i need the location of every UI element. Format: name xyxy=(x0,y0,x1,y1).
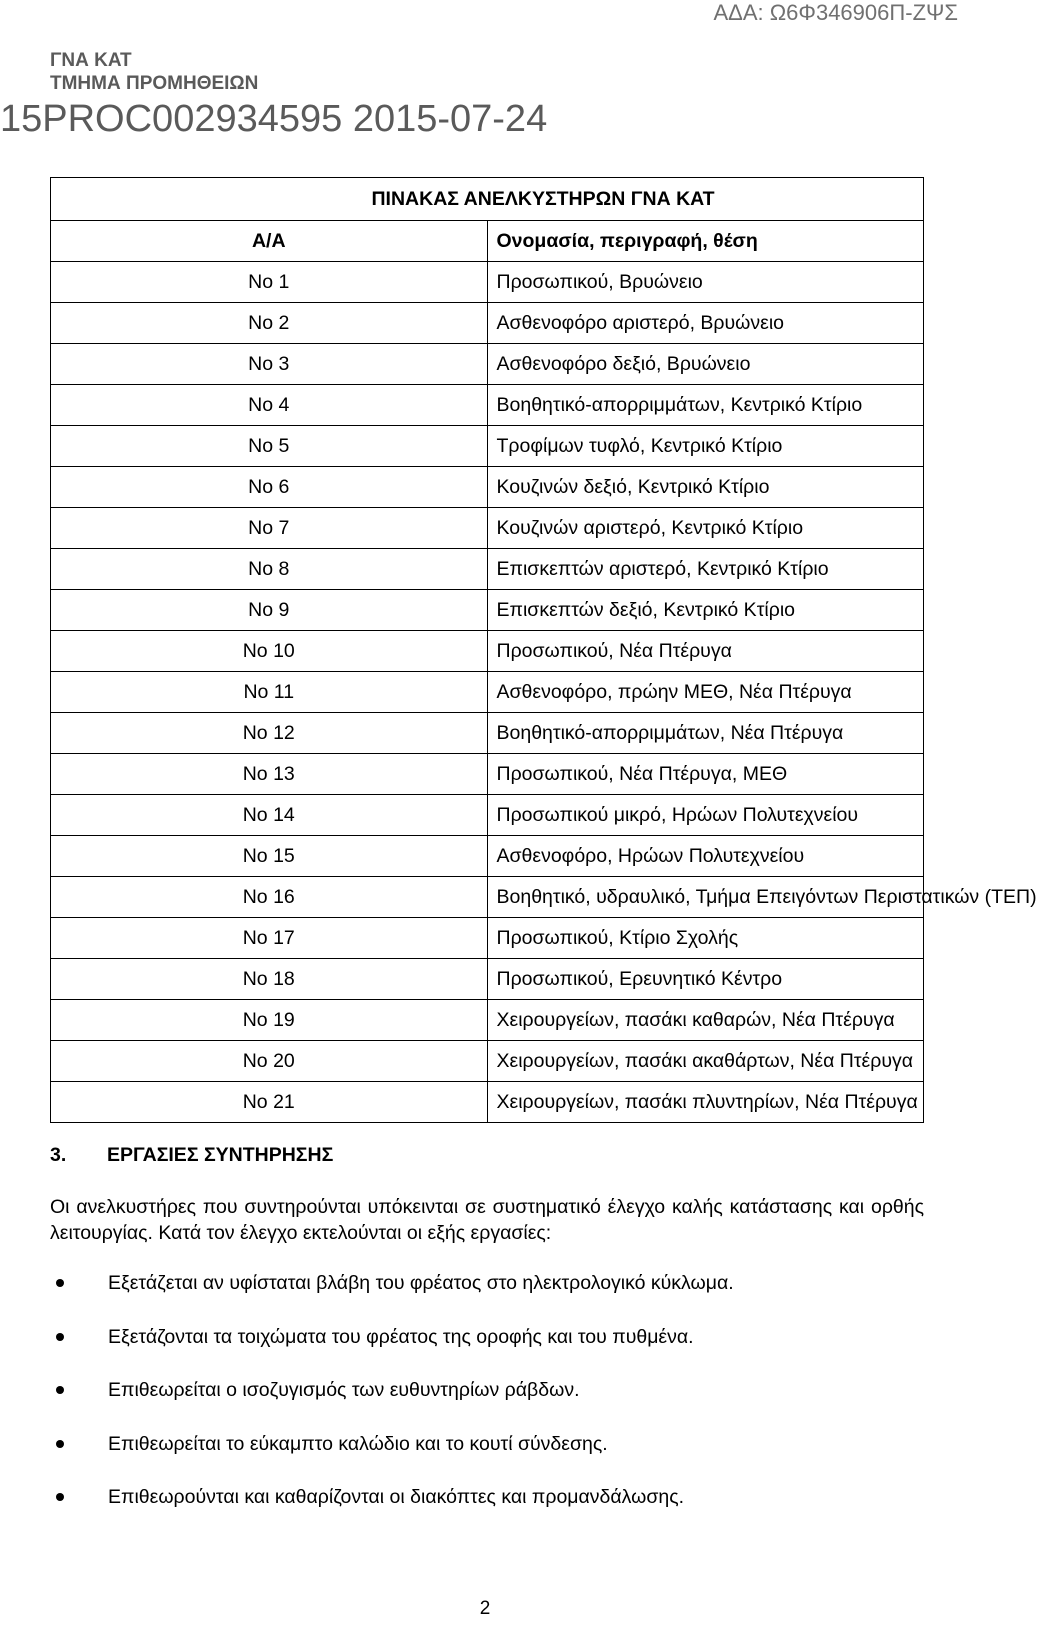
list-item xyxy=(50,1431,924,1485)
row-description: Επισκεπτών δεξιό, Κεντρικό Κτίριο xyxy=(487,590,924,631)
row-number: Νο 17 xyxy=(51,918,488,959)
bullet-icon xyxy=(56,1440,64,1448)
list-item xyxy=(50,1324,924,1378)
list-item-text: Εξετάζονται τα τοιχώματα του φρέατος της οροφής και του πυθμένα. xyxy=(108,1325,694,1348)
bullet-icon xyxy=(56,1333,64,1341)
table-row xyxy=(51,385,924,426)
table-row xyxy=(51,795,924,836)
row-description: Προσωπικού, Κτίριο Σχολής xyxy=(487,918,924,959)
row-number: Νο 9 xyxy=(51,590,488,631)
table-row xyxy=(51,1000,924,1041)
row-description: Προσωπικού, Βρυώνειο xyxy=(487,262,924,303)
table-row xyxy=(51,508,924,549)
row-description: Προσωπικού, Νέα Πτέρυγα, ΜΕΘ xyxy=(487,754,924,795)
row-description: Τροφίμων τυφλό, Κεντρικό Κτίριο xyxy=(487,426,924,467)
table-row xyxy=(51,426,924,467)
page-number: 2 xyxy=(479,1598,491,1619)
row-number: Νο 13 xyxy=(51,754,488,795)
row-number: Νο 4 xyxy=(51,385,488,426)
row-description: Χειρουργείων, πασάκι ακαθάρτων, Νέα Πτέρυγα xyxy=(487,1041,924,1082)
table-row xyxy=(51,1082,924,1123)
list-item-text: Επιθεωρούνται και καθαρίζονται οι διακόπτες και προμανδάλωσης. xyxy=(108,1486,685,1508)
table-row xyxy=(51,1041,924,1082)
table-row xyxy=(51,549,924,590)
row-number: Νο 18 xyxy=(51,959,488,1000)
row-description: Ασθενοφόρο, πρώην ΜΕΘ, Νέα Πτέρυγα xyxy=(487,672,924,713)
row-number: Νο 3 xyxy=(51,344,488,385)
row-number: Νο 6 xyxy=(51,467,488,508)
table-row xyxy=(51,754,924,795)
table-row xyxy=(51,672,924,713)
row-number: Νο 11 xyxy=(51,672,488,713)
section-title: ΕΡΓΑΣΙΕΣ ΣΥΝΤΗΡΗΣΗΣ xyxy=(107,1144,334,1166)
row-description: Κουζινών αριστερό, Κεντρικό Κτίριο xyxy=(487,508,924,549)
table-row xyxy=(51,836,924,877)
table-header-row xyxy=(51,221,924,262)
list-item-text: Εξετάζεται αν υφίσταται βλάβη του φρέατος στο ηλεκτρολογικό κύκλωμα. xyxy=(108,1272,734,1294)
row-description: Ασθενοφόρο αριστερό, Βρυώνειο xyxy=(487,303,924,344)
row-description: Επισκεπτών αριστερό, Κεντρικό Κτίριο xyxy=(487,549,924,590)
organization-name: ΓΝΑ ΚΑΤ xyxy=(50,50,132,71)
list-item xyxy=(50,1270,924,1324)
row-number: Νο 20 xyxy=(51,1041,488,1082)
row-number: Νο 7 xyxy=(51,508,488,549)
section-paragraph: Οι ανελκυστήρες που συντηρούνται υπόκεινται σε συστηματικό έλεγχο καλής κατάστασης και ορθής λειτουργίας. Κατά τον έλεγχο εκτελούνται οι εξής εργασίες: xyxy=(50,1196,924,1244)
bullet-icon xyxy=(56,1279,64,1287)
table-row xyxy=(51,467,924,508)
row-description: Χειρουργείων, πασάκι καθαρών, Νέα Πτέρυγα xyxy=(487,1000,924,1041)
list-item xyxy=(50,1484,924,1538)
row-description: Προσωπικού μικρό, Ηρώων Πολυτεχνείου xyxy=(487,795,924,836)
row-description: Προσωπικού, Νέα Πτέρυγα xyxy=(487,631,924,672)
row-number: Νο 19 xyxy=(51,1000,488,1041)
row-number: Νο 1 xyxy=(51,262,488,303)
procurement-id: 15PROC002934595 2015-07-24 xyxy=(0,98,548,140)
row-description: Ασθενοφόρο, Ηρώων Πολυτεχνείου xyxy=(487,836,924,877)
table-title: ΠΙΝΑΚΑΣ ΑΝΕΛΚΥΣΤΗΡΩΝ ΓΝΑ ΚΑΤ xyxy=(51,178,924,221)
task-list xyxy=(50,1270,924,1538)
department-name: ΤΜΗΜΑ ΠΡΟΜΗΘΕΙΩΝ xyxy=(50,73,259,94)
table-row xyxy=(51,631,924,672)
bullet-icon xyxy=(56,1493,64,1501)
row-number: Νο 2 xyxy=(51,303,488,344)
row-description: Ασθενοφόρο δεξιό, Βρυώνειο xyxy=(487,344,924,385)
column-header-number: Α/Α xyxy=(51,221,488,262)
table-row xyxy=(51,262,924,303)
row-number: Νο 10 xyxy=(51,631,488,672)
table-row xyxy=(51,713,924,754)
row-number: Νο 21 xyxy=(51,1082,488,1123)
list-item xyxy=(50,1377,924,1431)
row-description: Βοηθητικό-απορριμμάτων, Νέα Πτέρυγα xyxy=(487,713,924,754)
row-description: Βοηθητικό-απορριμμάτων, Κεντρικό Κτίριο xyxy=(487,385,924,426)
row-number: Νο 12 xyxy=(51,713,488,754)
row-description: Προσωπικού, Ερευνητικό Κέντρο xyxy=(487,959,924,1000)
row-description: Βοηθητικό, υδραυλικό, Τμήμα Επειγόντων Περιστατικών (ΤΕΠ) xyxy=(487,877,924,918)
table-row xyxy=(51,303,924,344)
list-item-text: Επιθεωρείται ο ισοζυγισμός των ευθυντηρίων ράβδων. xyxy=(108,1379,580,1401)
table-row xyxy=(51,959,924,1000)
table-row xyxy=(51,918,924,959)
table-row xyxy=(51,344,924,385)
bullet-icon xyxy=(56,1386,64,1394)
table-row xyxy=(51,877,924,918)
row-number: Νο 16 xyxy=(51,877,488,918)
elevator-table xyxy=(50,177,1037,1123)
row-description: Χειρουργείων, πασάκι πλυντηρίων, Νέα Πτέρυγα xyxy=(487,1082,924,1123)
table-row xyxy=(51,590,924,631)
row-number: Νο 5 xyxy=(51,426,488,467)
column-header-description: Ονομασία, περιγραφή, θέση xyxy=(487,221,924,262)
row-number: Νο 14 xyxy=(51,795,488,836)
list-item-text: Επιθεωρείται το εύκαμπτο καλώδιο και το κουτί σύνδεσης. xyxy=(108,1432,608,1455)
row-description: Κουζινών δεξιό, Κεντρικό Κτίριο xyxy=(487,467,924,508)
row-number: Νο 8 xyxy=(51,549,488,590)
row-number: Νο 15 xyxy=(51,836,488,877)
section-number: 3. xyxy=(50,1144,67,1166)
table-title-row xyxy=(51,178,924,221)
ada-code: ΑΔΑ: Ω6Φ346906Π-ΖΨΣ xyxy=(713,0,958,25)
